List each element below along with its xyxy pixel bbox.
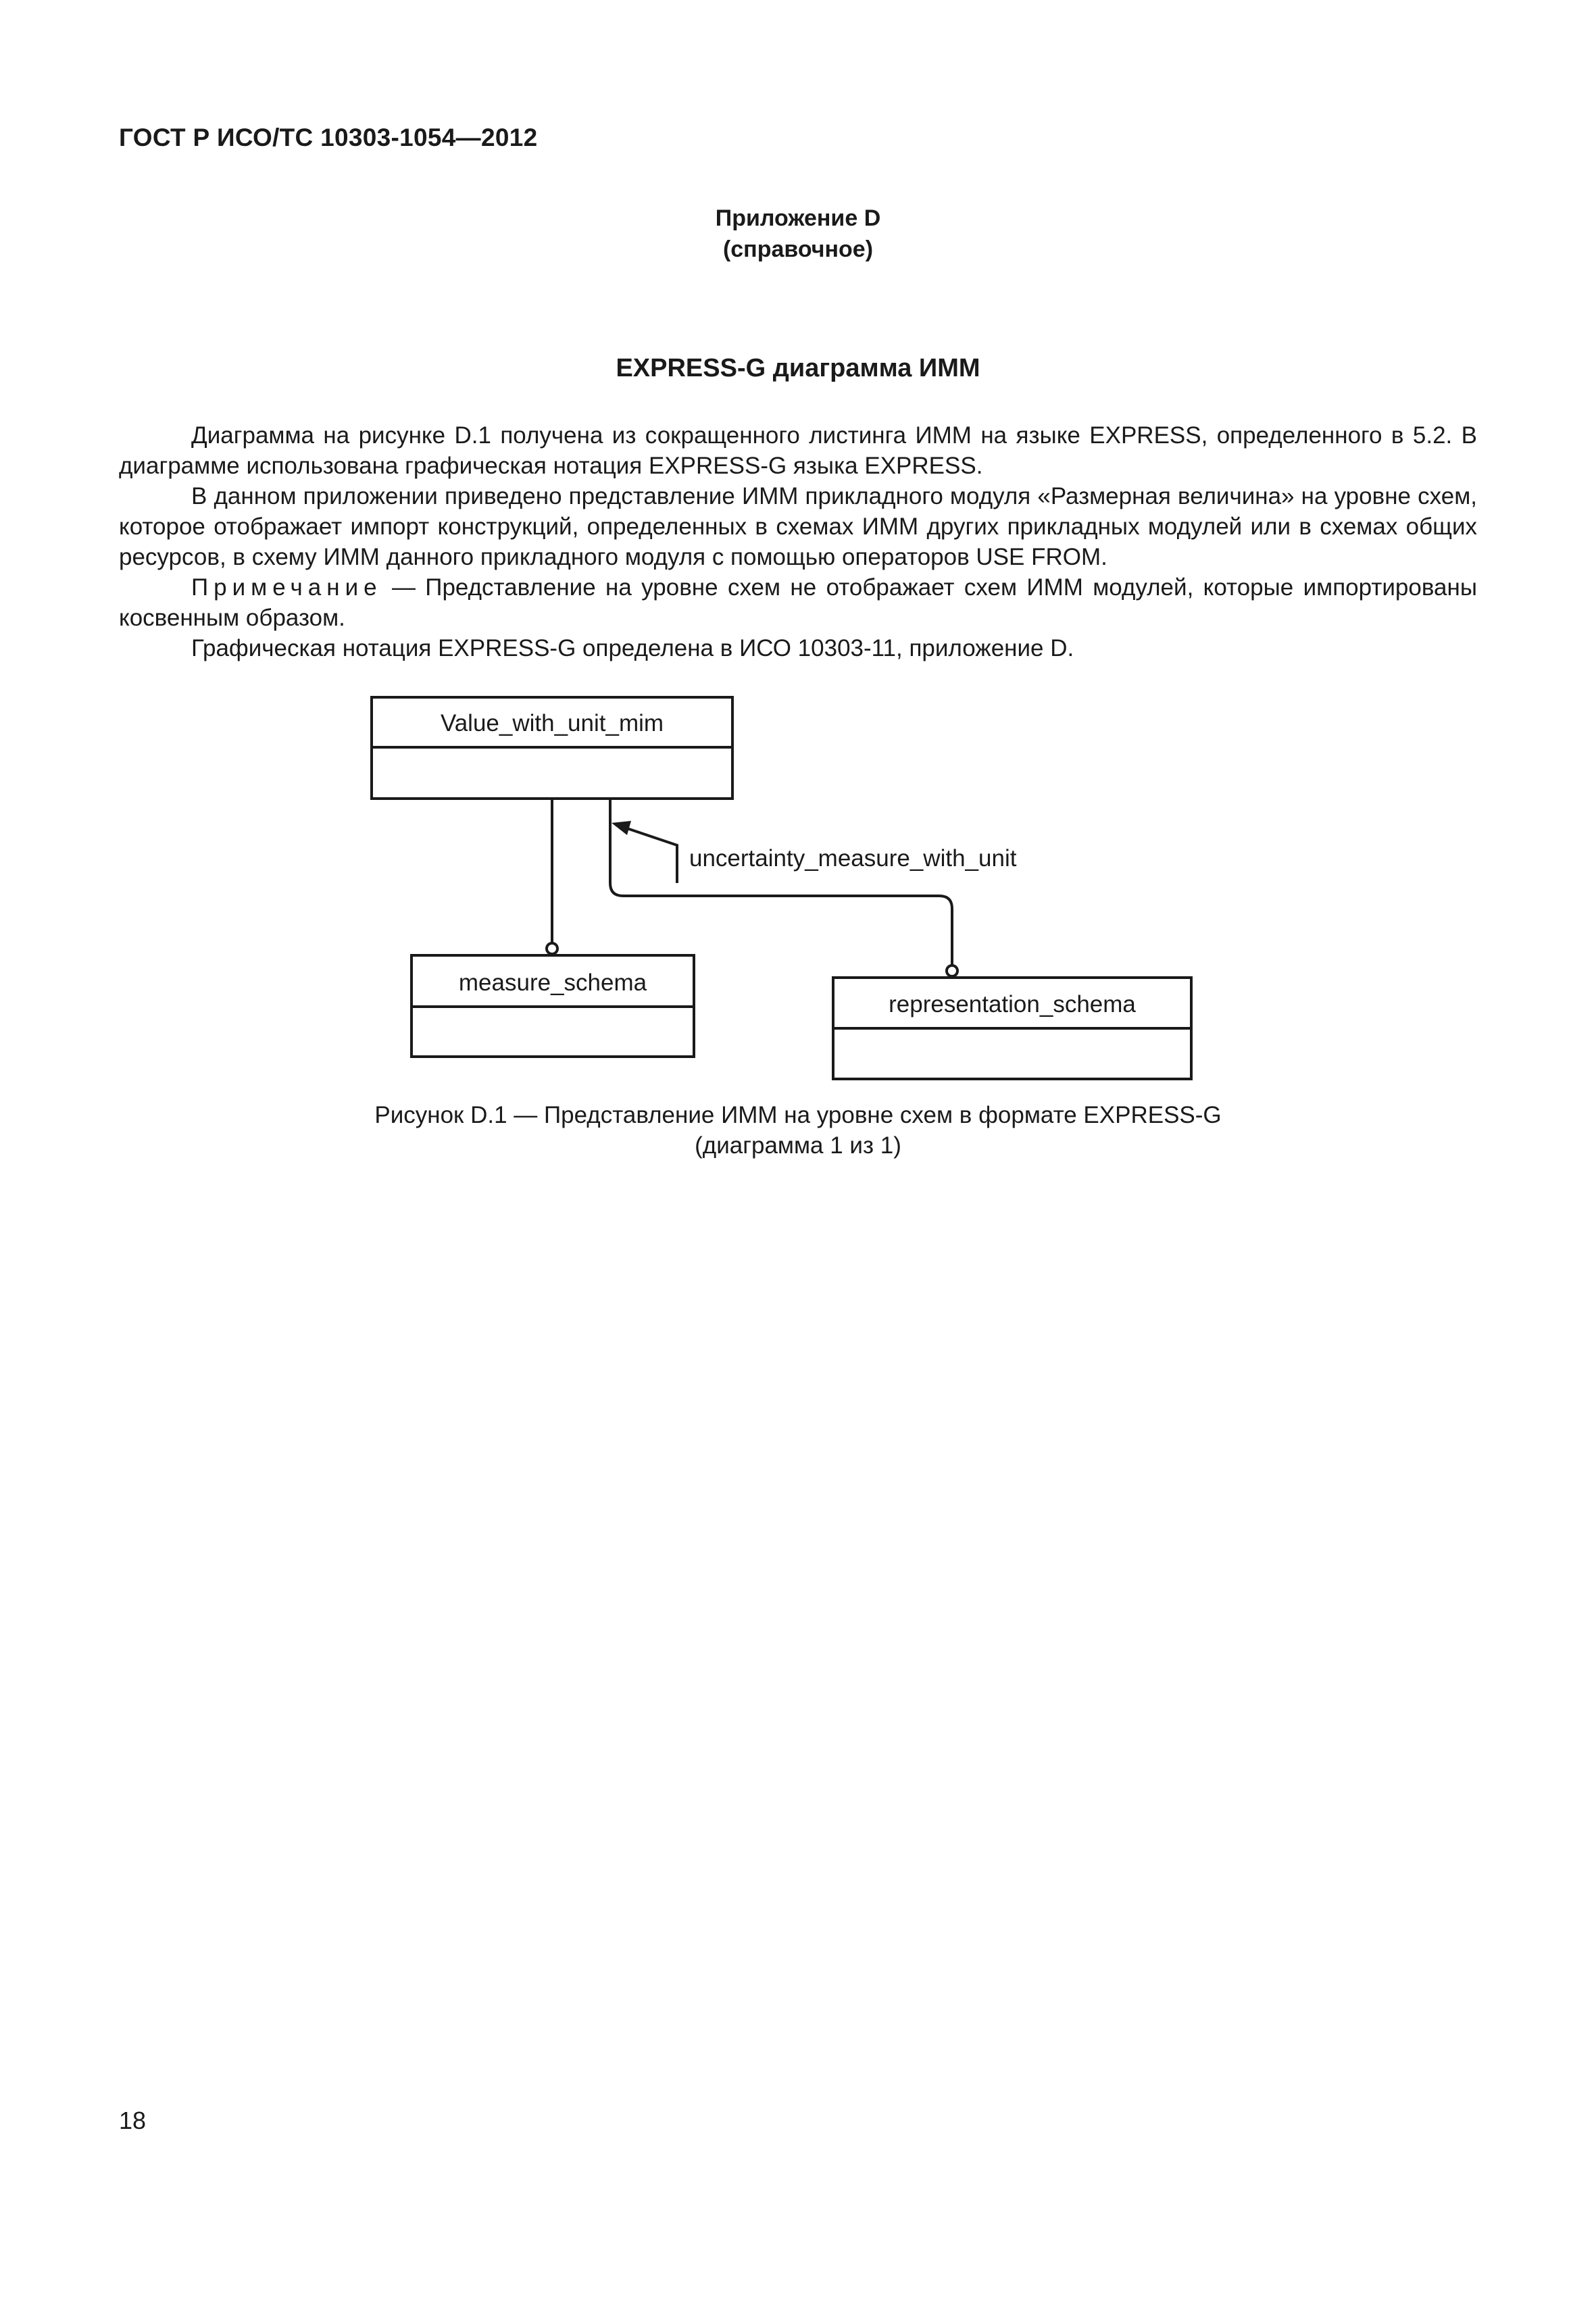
annex-status: (справочное) bbox=[722, 236, 874, 262]
page-number: 18 bbox=[119, 2107, 147, 2134]
section-title: EXPRESS-G диаграмма ИММ bbox=[616, 354, 980, 382]
standard-designation: ГОСТ Р ИСО/ТС 10303-1054—2012 bbox=[119, 124, 538, 151]
paragraph-4: Графическая нотация EXPRESS-G определена в ИСО 10303-11, приложение D. bbox=[191, 635, 1074, 661]
reference-label: uncertainty_measure_with_unit bbox=[689, 845, 1017, 872]
schema-name-top: Value_with_unit_mim bbox=[440, 710, 664, 736]
schema-box-representation-schema bbox=[833, 978, 1191, 1079]
connector-circle-end bbox=[947, 965, 957, 976]
schema-box-measure-schema bbox=[412, 955, 694, 1057]
figure-caption bbox=[0, 1100, 1596, 1161]
schema-name-left: measure_schema bbox=[458, 970, 647, 996]
paragraph-2: В данном приложении приведено представление ИММ прикладного модуля «Размерная величина» на уровне схем, которое отображает импорт конструкций, определенных в схемах ИММ других прикладных модулей или в схемах общих ресурсов, в схему ИММ данного прикладного модуля с помощью операторов USE FROM. bbox=[119, 483, 1477, 570]
paragraph-1: Диаграмма на рисунке D.1 получена из сокращенного листинга ИММ на языке EXPRESS, определенного в 5.2. В диаграмме использована графическая нотация EXPRESS-G языка EXPRESS. bbox=[119, 422, 1477, 479]
figure-caption-subtitle: (диаграмма 1 из 1) bbox=[695, 1132, 901, 1159]
annex-title: Приложение D bbox=[715, 205, 881, 231]
connector-line bbox=[610, 799, 952, 965]
note-label: Примечание bbox=[191, 574, 382, 601]
connector-circle-end bbox=[547, 943, 557, 954]
reference-pointer bbox=[612, 821, 1017, 883]
note-text: — Представление на уровне схем не отображает схем ИММ модулей, которые импортированы косвенным образом. bbox=[119, 574, 1477, 631]
figure-caption-title: Рисунок D.1 — Представление ИММ на уровне схем в формате EXPRESS-G bbox=[374, 1102, 1222, 1128]
use-from-link-measure bbox=[547, 799, 557, 954]
use-from-link-representation bbox=[610, 799, 957, 976]
schema-box-value-with-unit-mim bbox=[372, 697, 732, 799]
pointer-arrowhead bbox=[612, 821, 631, 835]
schema-name-right: representation_schema bbox=[889, 991, 1136, 1017]
